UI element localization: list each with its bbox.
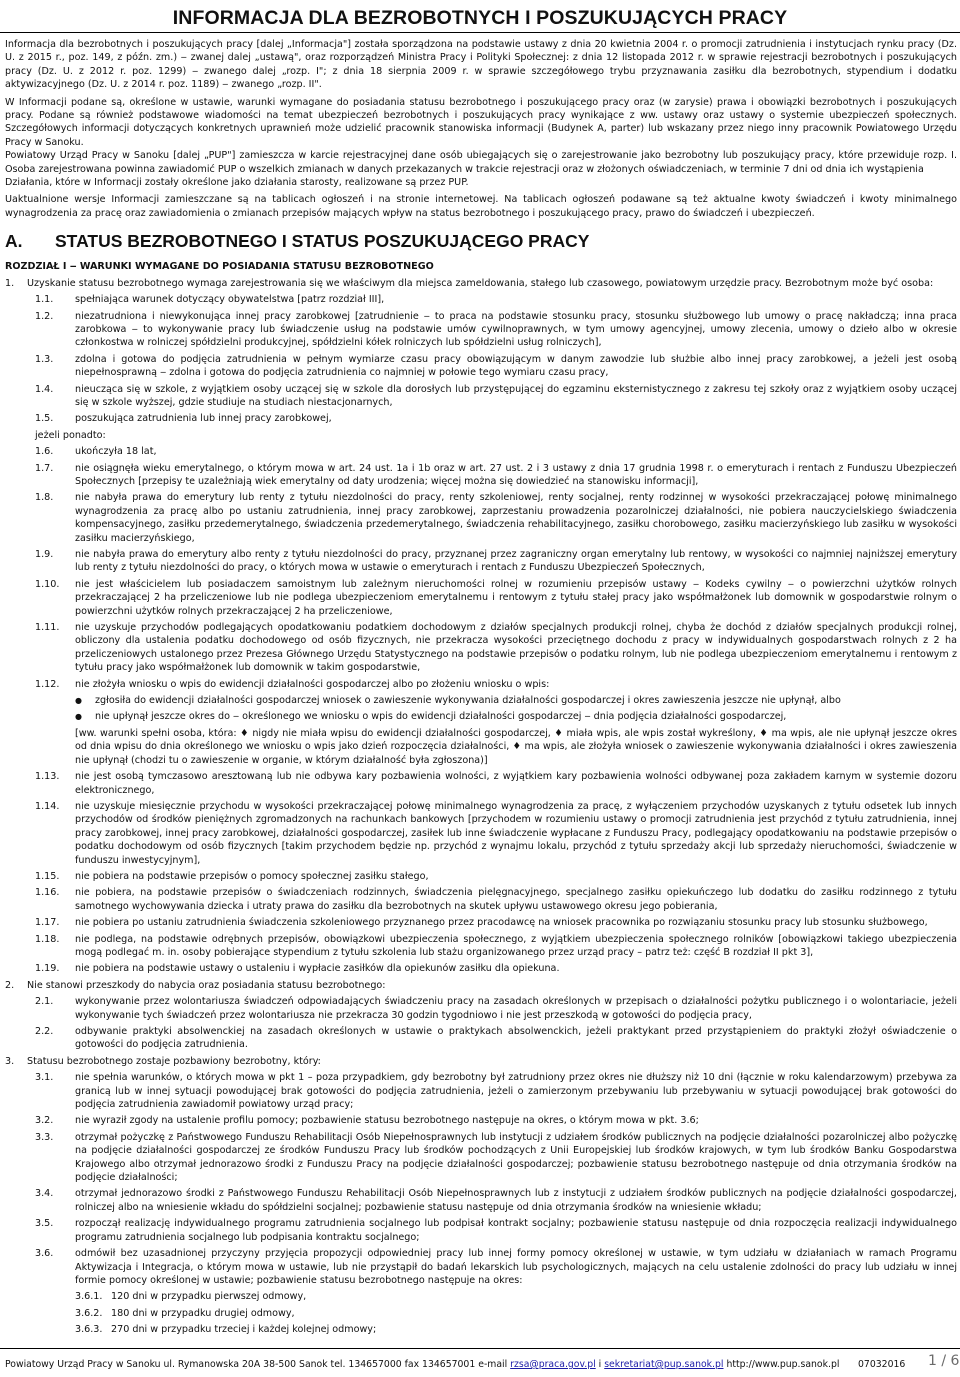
list-item [5, 277, 957, 290]
item-number: 3.6.3. [75, 1324, 103, 1336]
bullet-dot-icon: ● [75, 712, 82, 722]
item-number: 3.6.1. [75, 1291, 103, 1303]
item-text: nieucząca się w szkole, z wyjątkiem osoby uczącej się w szkole dla dorosłych lub przystępującej do egzaminu eksternistycznego z zakresu tej szkoły oraz z wyjątkiem osoby uczącej się w szkole wyższej, gdzie studiuje na studiach niestacjonarnych, [75, 383, 957, 408]
item-text: nie uzyskuje miesięcznie przychodu w wysokości przekraczającej połowę minimalnego wynagrodzenia za pracę, z wyłączeniem przychodów uzyskanych z tytułu odsetek lub innych przychodów od środków pieniężnych zgromadzonych na rachunkach bankowych [przychodem w rozumieniu ustawy o promocji zatrudnienia jest przychód z tytułu zatrudnienia, innej pracy zarobkowej, innej pracy zarobkowej, działalności gospodarczej, zasiłek lub inne świadczenie wypłacane z Funduszu Pracy, podlegający opodatkowaniu na podstawie przepisów o podatku dochodowym od osób fizycznych [takim przychodem będzie np. przychód z wynajmu lokalu, przychód z tytułu sprzedaży akcji lub sprzedaży nieruchomości, świadczenie w funduszu inwestycyjnym], [75, 800, 957, 866]
item-text: Nie stanowi przeszkody do nabycia oraz posiadania statusu bezrobotnego: [27, 979, 386, 991]
list-item [5, 870, 957, 883]
footer-separator: i [595, 1359, 605, 1370]
item-text: nie spełnia warunków, o których mowa w pkt 1 – poza przypadkiem, gdy bezrobotny był zatrudniony przez okres nie dłuższy niż 10 dni (łącznie w roku kalendarzowym) przebywa za granicą lub w innej sytuacji powodującej brak gotowości do podjęcia zatrudnienia, jeżeli o zamierzonym przebywaniu lub przebywaniu w sytuacji powodującej brak gotowości do podjęcia zatrudnienia zawiadomił powiatowy urząd pracy; [75, 1072, 957, 1111]
item-number: 1.9. [35, 549, 54, 560]
list-item [5, 310, 957, 350]
bullet-item [5, 694, 957, 707]
item-text: odbywanie praktyki absolwenckiej na zasadach określonych w ustawie o praktykach absolwenckich, jeżeli praktykant przed przystąpieniem do praktyki złożył oświadczenie o gotowości do podjęcia zatrudnienia. [75, 1026, 957, 1051]
list-item [5, 491, 957, 545]
list-item [5, 1290, 957, 1303]
item-text: nie nabyła prawa do emerytury lub renty z tytułu niezdolności do pracy, renty szkoleniowej, renty socjalnej, renty rodzinnej w wysokości przekraczającej połowę minimalnego wynagrodzenia za pracę albo po ustaniu zatrudnienia, innej pracy zarobkowej, zaprzestaniu prowadzenia pozarolniczej działalności, nie pobiera nauczycielskiego świadczenia kompensacyjnego, zasiłku przedemerytalnego, świadczenia przedemerytalnego, świadczenia rehabilitacyjnego, zasiłku chorobowego, zasiłku macierzyńskiego lub zasiłku w wysokości zasiłku macierzyńskiego, [75, 492, 957, 544]
item-number: 1.6. [35, 446, 54, 458]
item-text: spełniająca warunek dotyczący obywatelstwa [patrz rozdział III], [75, 294, 385, 306]
item-number: 1.15. [35, 870, 60, 882]
item-text: rozpoczął realizację indywidualnego programu zatrudnienia socjalnego lub podpisał kontrakt socjalny; pozbawienie statusu następuje od dnia rozpoczęcia realizacji indywidualnego programu zatrudnienia socjalnego lub podpisania kontraktu socjalnego; [75, 1218, 957, 1243]
item-number: 1.17. [35, 917, 60, 929]
footer-address: Powiatowy Urząd Pracy w Sanoku ul. Rymanowska 20A 38-500 Sanok tel. 134657000 fax 134657001 e-mail [5, 1359, 511, 1370]
list-item [5, 1307, 957, 1320]
item-text: nie pobiera, na podstawie przepisów o świadczeniach rodzinnych, świadczenia pielęgnacyjnego, specjalnego zasiłku opiekuńczego lub dodatku do zasiłku rodzinnego z tytułu samotnego wychowywania dziecka i utraty prawa do zasiłku dla bezrobotnych na skutek upływu ustawowego okresu jego pobierania, [75, 887, 957, 912]
item-number: 2.1. [35, 996, 54, 1008]
item-number: 1.14. [35, 800, 60, 812]
item-text: nie nabyła prawa do emerytury albo renty z tytułu niezdolności do pracy, przyznanej przez zagraniczny organ emerytalny lub rentowy, w wysokości co najmniej najniższej emerytury lub renty z tytułu niezdolności do pracy, o których mowa w ustawie o emeryturach i rentach z Funduszu Ubezpieczeń Społecznych, [75, 549, 957, 574]
bullet-item [5, 710, 957, 723]
list-item [5, 445, 957, 458]
footer-website: http://www.pup.sanok.pl [723, 1359, 840, 1370]
item-number: 1.12. [35, 678, 60, 690]
list-item [5, 462, 957, 489]
item-text: ukończyła 18 lat, [75, 446, 157, 458]
section-letter: A. [5, 231, 23, 252]
list-item [5, 621, 957, 675]
item-number: 2. [5, 979, 15, 991]
item-text: wykonywanie przez wolontariusza świadczeń odpowiadających świadczeniu pracy na zasadach określonych w przepisach o działalności pożytku publicznego i o wolontariacie, jeżeli wykonywanie tych świadczeń przez wolontariusza nie przekracza 30 godzin tygodniowo i nie jest przeszkodą w gotowości do podjęcia pracy, [75, 996, 957, 1021]
chapter-heading: ROZDZIAŁ I ‒ WARUNKI WYMAGANE DO POSIADANIA STATUSU BEZROBOTNEGO [5, 261, 434, 273]
item-text: nie podlega, na podstawie odrębnych przepisów, obowiązkowi ubezpieczenia społecznego, z wyjątkiem ubezpieczenia społecznego rolników [obowiązkowi takiego ubezpieczenia mogą podlegać m. in. osoby pobierające stypendium z tytułu szkolenia lub stażu organizowanego przez urząd pracy – patrz też: część B rozdział II pkt 3], [75, 933, 957, 958]
item-text: nie pobiera na podstawie przepisów o pomocy społecznej zasiłku stałego, [75, 870, 429, 882]
list-item [5, 293, 957, 306]
item-number: 1.13. [35, 771, 60, 783]
item-number: 2.2. [35, 1026, 54, 1037]
title-bar [0, 4, 960, 33]
item-text: otrzymał jednorazowo środki z Państwowego Funduszu Rehabilitacji Osób Niepełnosprawnych lub z instytucji z udziałem środków publicznych na podjęcie działalności gospodarczej, rolniczej albo na wniesienie wkładu do spółdzielni socjalnej; pozbawienie statusu następuje od dnia otrzymania środków na wniesienie wkładu; [75, 1188, 957, 1213]
item-text: nie jest osobą tymczasowo aresztowaną lub nie odbywa kary pozbawienia wolności, z wyjątkiem kary pozbawienia wolności odbywanej poza zakładem karnym w systemie dozoru elektronicznego, [75, 771, 957, 796]
footer-email-link-1[interactable]: rzsa@praca.gov.pl [510, 1359, 596, 1370]
item-number: 3.5. [35, 1218, 54, 1230]
bullet-dot-icon: ● [75, 696, 82, 706]
item-text: nie pobiera na podstawie ustawy o ustaleniu i wypłacie zasiłków dla opiekunów zasiłku dla opiekuna. [75, 963, 560, 975]
item-text: poszukująca zatrudnienia lub innej pracy zarobkowej, [75, 413, 332, 425]
item-number: 1.1. [35, 294, 54, 306]
footer-document-code: 07032016 [858, 1359, 906, 1370]
section-title: STATUS BEZROBOTNEGO I STATUS POSZUKUJĄCEGO PRACY [55, 231, 590, 252]
item-number: 1.7. [35, 462, 54, 474]
intro-paragraph-1: Informacja dla bezrobotnych i poszukujących pracy [dalej „Informacja"] została sporządzona na podstawie ustawy z dnia 20 kwietnia 2004 r. o promocji zatrudnienia i instytucjach rynku pracy (Dz. U. z 2015 r., poz. 149, z późn. zm.) ‒ zwanej dalej „ustawą", oraz rozporządzeń Ministra Pracy i Polityki Społecznej: z dnia 12 listopada 2012 r. w sprawie rejestracji bezrobotnych i poszukujących pracy (Dz. U. z 2012 r. poz. 1299) ‒ zwanego dalej „rozp. I"; z dnia 18 sierpnia 2009 r. w sprawie szczegółowego trybu przyznawania zasiłku dla bezrobotnych, stypendium i dodatku aktywizacyjnego (Dz. U. z 2014 r. poz. 1189) ‒ zwanego „rozp. II". [5, 39, 957, 91]
list-item [5, 1131, 957, 1185]
list-item [5, 1114, 957, 1127]
list-item [5, 1247, 957, 1287]
item-number: 1.5. [35, 413, 54, 425]
list-item [5, 770, 957, 797]
item-number: 1.18. [35, 933, 60, 945]
list-item [5, 1187, 957, 1214]
list-item [5, 1025, 957, 1052]
intro-paragraph-3: Powiatowy Urząd Pracy w Sanoku [dalej „PUP"] zamieszcza w karcie rejestracyjnej dane osób ubiegających się o zarejestrowanie jako bezrobotny lub poszukujący pracy, które przewiduje rozp. I. Osoba zarejestrowana powinna zawiadomić PUP o wszelkich zmianach w danych przekazanych w trakcie rejestracji oraz w złożonych oświadczeniach, w terminie 7 dni od dnia ich wystąpienia [5, 150, 957, 175]
page-footer [0, 1348, 960, 1377]
item-text: odmówił bez uzasadnionej przyczyny przyjęcia propozycji odpowiedniej pracy lub innej formy pomocy określonej w ustawie, w tym udziału w działaniach w ramach Programu Aktywizacja i Integracja, o którym mowa w ustawie, lub nie przystąpił do badań lekarskich lub psychologicznych, mających na celu ustalenie zdolności do pracy lub udziału w innej formie pomocy określonej w ustawie; pozbawienie statusu bezrobotnego następuje na okres: [75, 1248, 957, 1286]
list-item [5, 383, 957, 410]
item-text: nie pobiera po ustaniu zatrudnienia świadczenia szkoleniowego przyznanego przez pracodawcę na wniosek pracownika po rozwiązaniu stosunku pracy lub stosunku służbowego, [75, 917, 928, 929]
item-number: 3.3. [35, 1131, 54, 1143]
list-item [5, 1323, 957, 1336]
item-text: nie uzyskuje przychodów podlegających opodatkowaniu podatkiem dochodowym z działów specjalnych produkcji rolnej, chyba że dochód z działów specjalnych produkcji rolnej, obliczony dla ustalenia podatku dochodowego od osób fizycznych, nie przekracza wysokości przeciętnego dochodu z pracy w indywidualnych gospodarstwach rolnych z 2 ha przeliczeniowych ustalonego przez Prezesa Głównego Urzędu Statystycznego na podstawie przepisów o podatku rolnym, lub nie podlega ubezpieczeniom emerytalnemu i rentowym z tytułu pracy jako współmałżonek lub domownik w takim gospodarstwie, [75, 622, 957, 674]
document-title: INFORMACJA DLA BEZROBOTNYCH I POSZUKUJĄCYCH PRACY [172, 7, 788, 29]
item-number: 3. [5, 1055, 15, 1067]
intro-paragraph-2: W Informacji podane są, określone w ustawie, warunki wymagane do posiadania statusu bezrobotnego i poszukującego pracy oraz (w zarysie) prawa i obowiązki bezrobotnych i poszukujących pracy. Podane są również podstawowe wiadomości na temat ubezpieczeń bezrobotnych i poszukujących pracy wynikające z ww. ustawy oraz ustawy o systemie ubezpieczeń społecznych. Szczegółowych informacji dotyczących konkretnych uprawnień może udzielić pracownik stanowiska informacji (Budynek A, parter) lub wskazany przez niego inny pracownik Powiatowego Urzędu Pracy w Sanoku. [5, 96, 957, 148]
bullet-text: nie upłynął jeszcze okres do ‒ określonego we wniosku o wpis do ewidencji działalności gospodarczej ‒ dnia podjęcia działalności gospodarczej, [95, 711, 787, 723]
note-1-12: [ww. warunki spełni osoba, która: ♦ nigdy nie miała wpisu do ewidencji działalności gospodarczej, ♦ miała wpis, ale wpis został wykreślony, ♦ ma wpis, ale nie upłynął jeszcze okres od dnia wpisu do dnia określonego we wniosku o wpis jako dzień rozpoczęcia działalności, ♦ ma wpis, ale złożyła wniosek o zawieszenie wykonywania działalności i okres zawieszenia nie upłynął (chodzi tu o zawieszenie w organie, w którym działalność była zgłoszona)] [75, 727, 957, 766]
item-text: nie jest właścicielem lub posiadaczem samoistnym lub zależnym nieruchomości rolnej w rozumieniu przepisów ustawy ‒ Kodeks cywilny ‒ o powierzchni użytków rolnych przekraczającej 2 ha przeliczeniowe lub nie podlega ubezpieczeniom emerytalnemu i rentowym z tytułu stałej pracy jako współmałżonek lub domownik w gospodarstwie rolnym o powierzchni użytków rolnych przekraczającej 2 ha przeliczeniowe, [75, 578, 957, 617]
item-text: nie osiągnęła wieku emerytalnego, o którym mowa w art. 24 ust. 1a i 1b oraz w art. 27 ust. 2 i 3 ustawy z dnia 17 grudnia 1998 r. o emeryturach i rentach z Funduszu Ubezpieczeń Społecznych [przepisy te uzależniają wiek emerytalny od daty urodzenia; więcej można się dowiedzieć na stanowisku informacji], [75, 462, 957, 487]
list-item [5, 916, 957, 929]
item-text: Uzyskanie statusu bezrobotnego wymaga zarejestrowania się we właściwym dla miejsca zameldowania, stałego lub czasowego, powiatowym urzędzie pracy. Bezrobotnym może być osoba: [27, 277, 934, 289]
item-number: 1.8. [35, 492, 54, 504]
item-text: Statusu bezrobotnego zostaje pozbawiony bezrobotny, który: [27, 1055, 321, 1067]
list-item [5, 979, 957, 992]
section-heading [5, 230, 957, 252]
page-number: 1 / 6 [928, 1353, 960, 1369]
item-number: 3.4. [35, 1188, 54, 1200]
list-item [5, 412, 957, 425]
list-item [5, 353, 957, 380]
item-number: 1.11. [35, 622, 60, 634]
list-item [5, 800, 957, 867]
item-number: 3.6.2. [75, 1307, 103, 1319]
list-item [5, 962, 957, 975]
list-item [5, 578, 957, 618]
item-text: otrzymał pożyczkę z Państwowego Funduszu Rehabilitacji Osób Niepełnosprawnych lub instytucji z udziałem środków publicznych na podjęcie działalności pozarolniczej albo pożyczkę na podjęcie działalności gospodarczej ze środków Funduszu Pracy lub środków pochodzących z Unii Europejskiej lub środków krajowych, w tym lub środków Banku Gospodarstwa Krajowego albo otrzymał jednorazowo środki z Funduszu Pracy na podjęcie działalności gospodarczej; pozbawienie statusu bezrobotnego następuje od dnia otrzymania środków na podjęcie działalności; [75, 1131, 957, 1184]
list-item [5, 1071, 957, 1111]
item-text: zdolna i gotowa do podjęcia zatrudnienia w pełnym wymiarze czasu pracy obowiązującym w danym zawodzie lub służbie albo innej pracy zarobkowej, a jeżeli jest osobą niepełnosprawną ‒ zdolna i gotowa do podjęcia zatrudnienia co najmniej w połowie tego wymiaru czasu pracy, [75, 353, 957, 379]
item-number: 1.10. [35, 578, 60, 590]
item-number: 3.2. [35, 1115, 54, 1127]
item-text: niezatrudniona i niewykonująca innej pracy zarobkowej [zatrudnienie ‒ to praca na podstawie stosunku pracy, stosunku służbowego lub umowy o pracę nakładczą; inna praca zarobkowa ‒ to wykonywanie pracy lub świadczenie usług na podstawie umów cywilnoprawnych, w tym umowy agencyjnej, umowy zlecenia, umowy o dzieło albo w okresie członkostwa w rolniczej spółdzielni produkcyjnej, spółdzielni kółek rolniczych lub spółdzielni usług rolniczych], [75, 310, 957, 349]
list-item [5, 548, 957, 575]
item-number: 3.1. [35, 1072, 54, 1084]
item-text: 120 dni w przypadku pierwszej odmowy, [111, 1291, 307, 1303]
bullet-text: zgłosiła do ewidencji działalności gospodarczej wniosek o zawieszenie wykonywania działalności gospodarczej i okres zawieszenia jeszcze nie upłynął, albo [95, 695, 841, 707]
item-text: 180 dni w przypadku drugiej odmowy, [111, 1307, 295, 1319]
list-item [5, 886, 957, 913]
intro-paragraph-5: Uaktualnione wersje Informacji zamieszczane są na tablicach ogłoszeń i na stronie internetowej. Na tablicach ogłoszeń podawane są też aktualne kwoty świadczeń i kwoty minimalnego wynagrodzenia za pracę oraz zawiadomienia o zmianach przepisów mających wpływ na status bezrobotnego i poszukującego pracy, prawo do świadczeń i ubezpieczeń. [5, 194, 957, 219]
item-number: 1.19. [35, 963, 60, 975]
item-number: 1.2. [35, 310, 54, 322]
document-body [5, 38, 957, 1338]
list-item [5, 678, 957, 691]
item-number: 1.4. [35, 383, 54, 395]
list-item [5, 1217, 957, 1244]
list-item [5, 933, 957, 960]
list-item [5, 995, 957, 1022]
item-number: 1.16. [35, 887, 60, 899]
item-text: 270 dni w przypadku trzeciej i każdej kolejnej odmowy; [111, 1324, 377, 1336]
condition-intro: jeżeli ponadto: [35, 429, 106, 441]
item-text: nie wyraził zgody na ustalenie profilu pomocy; pozbawienie statusu bezrobotnego następuje na okres, o którym mowa w pkt. 3.6; [75, 1115, 699, 1127]
footer-email-link-2[interactable]: sekretariat@pup.sanok.pl [604, 1359, 724, 1370]
list-item [5, 1055, 957, 1068]
intro-paragraph-4: Działania, które w Informacji zostały określone jako działania starosty, realizowane są przez PUP. [5, 177, 469, 189]
item-number: 1. [5, 277, 15, 289]
item-text: nie złożyła wniosku o wpis do ewidencji działalności gospodarczej albo po złożeniu wniosku o wpis: [75, 678, 550, 690]
footer-contact [5, 1353, 839, 1377]
item-number: 1.3. [35, 353, 54, 365]
item-number: 3.6. [35, 1248, 54, 1260]
